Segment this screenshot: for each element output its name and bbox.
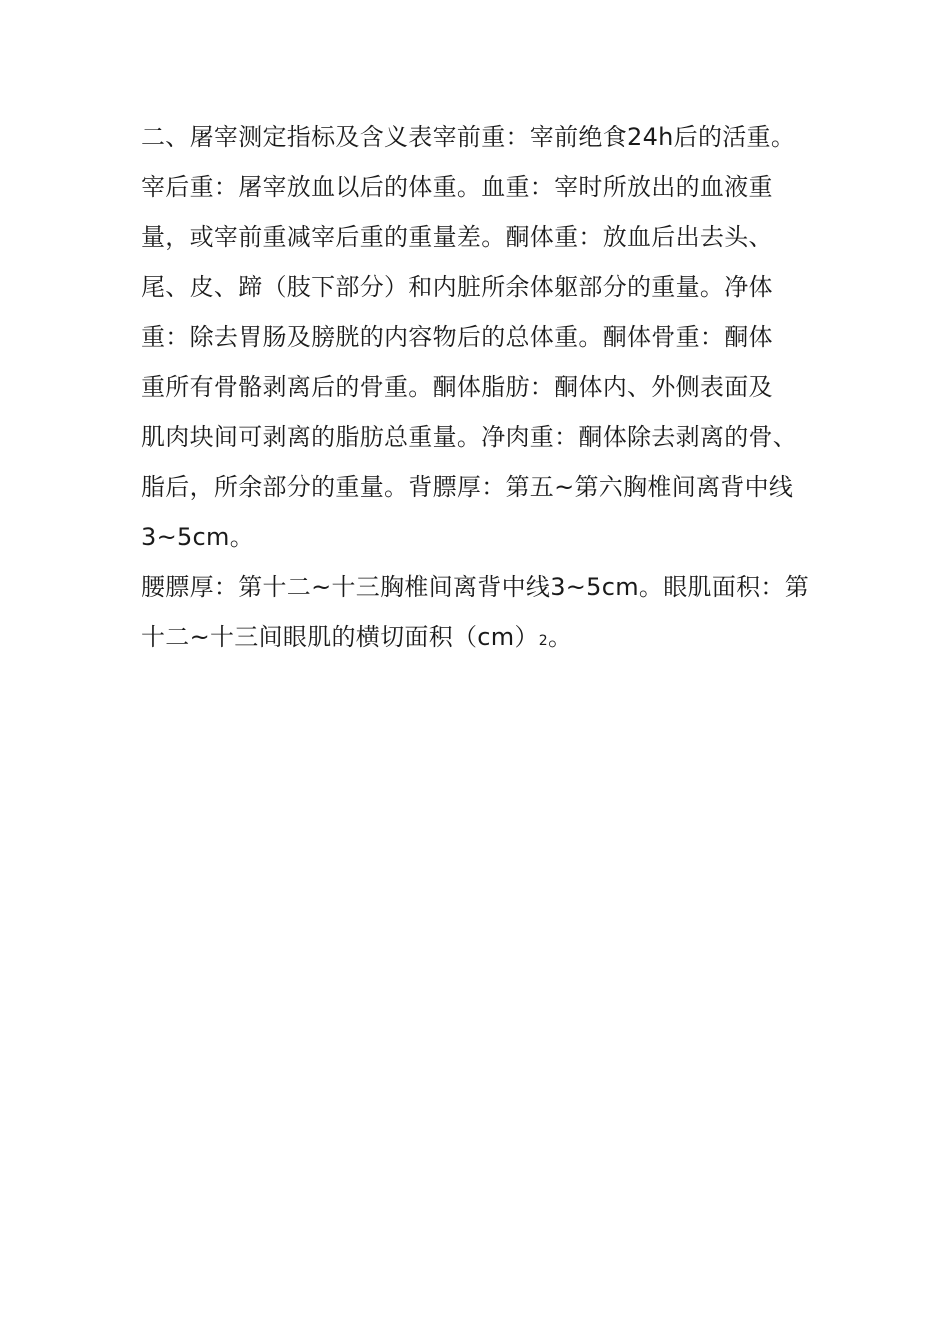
text-segment: 十二~十三间眼肌的横切面积（cm） xyxy=(141,623,539,651)
text-line: 脂后，所余部分的重量。背膘厚：第五~第六胸椎间离背中线 xyxy=(141,473,794,501)
text-line: 二、屠宰测定指标及含义表宰前重：宰前绝食24h后的活重。 xyxy=(141,123,796,151)
text-line: 肌肉块间可剥离的脂肪总重量。净肉重：酮体除去剥离的骨、 xyxy=(141,423,798,451)
text-segment: 。 xyxy=(548,623,573,651)
text-line: 宰后重：屠宰放血以后的体重。血重：宰时所放出的血液重 xyxy=(141,173,773,201)
text-line: 腰膘厚：第十二~十三胸椎间离背中线3~5cm。眼肌面积：第 xyxy=(141,573,810,601)
document-body xyxy=(141,112,831,662)
paragraph-1 xyxy=(141,112,831,562)
text-line-with-subscript xyxy=(141,612,831,662)
text-line: 量，或宰前重减宰后重的重量差。酮体重：放血后出去头、 xyxy=(141,223,773,251)
unit-exponent: 2 xyxy=(538,633,549,649)
text-line: 尾、皮、蹄（肢下部分）和内脏所余体躯部分的重量。净体 xyxy=(141,273,773,301)
text-line: 重所有骨骼剥离后的骨重。酮体脂肪：酮体内、外侧表面及 xyxy=(141,373,773,401)
text-line: 重：除去胃肠及膀胱的内容物后的总体重。酮体骨重：酮体 xyxy=(141,323,773,351)
text-line: 3~5cm。 xyxy=(141,523,255,551)
paragraph-2 xyxy=(141,562,831,662)
